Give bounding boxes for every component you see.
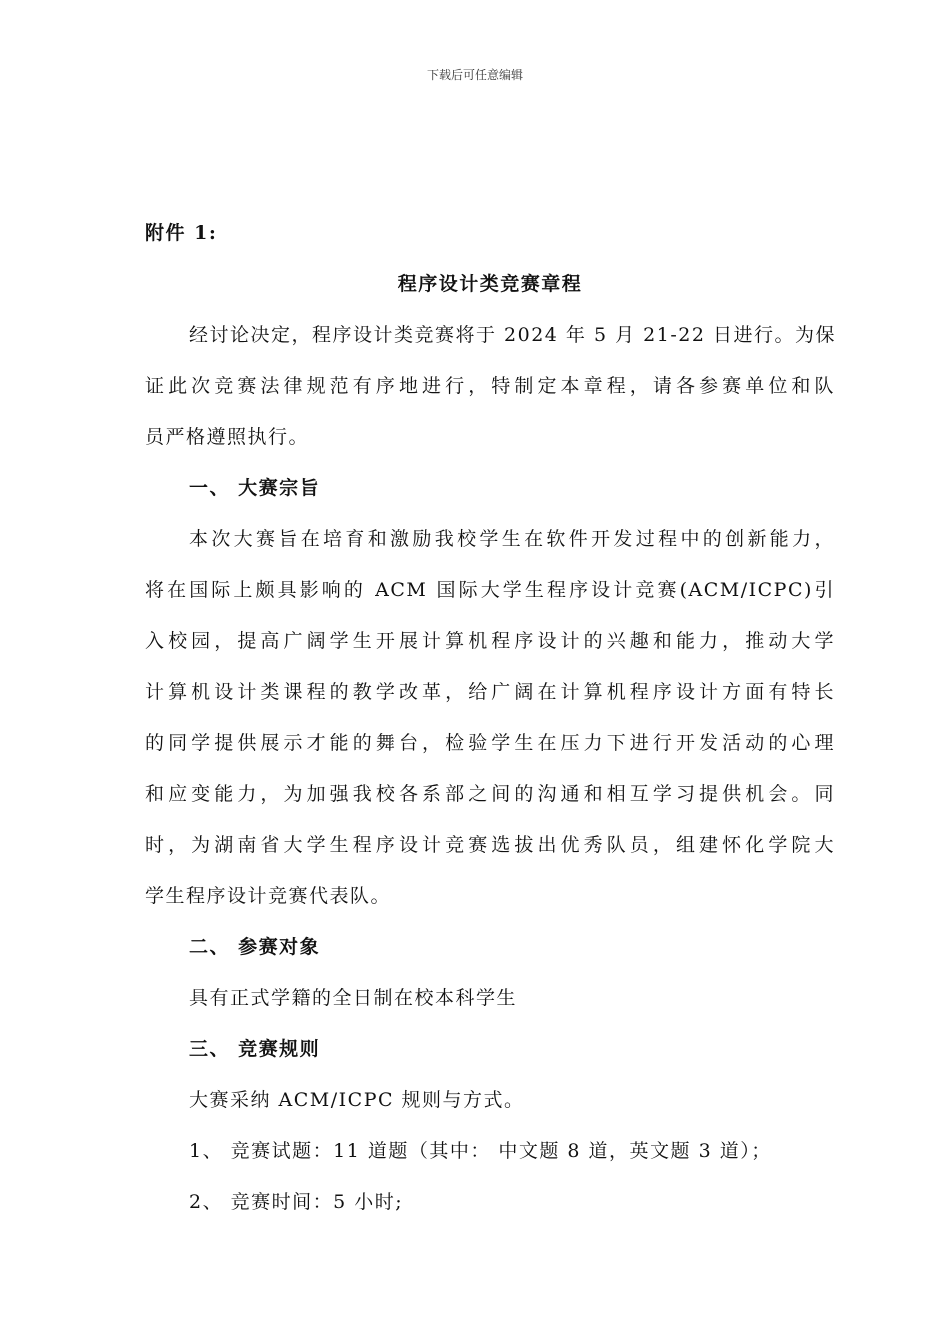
section1-line: 时，为湖南省大学生程序设计竞赛选拔出优秀队员，组建怀化学院大 [145,834,835,856]
section2-text: 具有正式学籍的全日制在校本科学生 [189,987,518,1009]
section3-heading: 三、 竞赛规则 [189,1038,321,1060]
page-header-note: 下载后可任意编辑 [426,68,523,82]
section2-heading: 二、 参赛对象 [189,936,321,958]
section1-paragraph [145,514,835,922]
attachment-label: 附件 1: [145,222,218,244]
section1-line: 计算机设计类课程的教学改革，给广阔在计算机程序设计方面有特长 [145,681,835,703]
intro-line: 员严格遵照执行。 [145,426,310,448]
section3-intro: 大赛采纳 ACM/ICPC 规则与方式。 [189,1089,525,1111]
rule-item: 1、 竞赛试题：11 道题（其中： 中文题 8 道，英文题 3 道）； [189,1140,772,1162]
document-title: 程序设计类竞赛章程 [397,273,583,295]
section1-line: 入校园，提高广阔学生开展计算机程序设计的兴趣和能力，推动大学 [145,630,835,652]
section1-line: 将在国际上颇具影响的 ACM 国际大学生程序设计竞赛(ACM/ICPC)引 [145,579,835,601]
section1-line: 本次大赛旨在培育和激励我校学生在软件开发过程中的创新能力， [189,528,835,550]
section1-line: 和应变能力，为加强我校各系部之间的沟通和相互学习提供机会。同 [145,783,835,805]
rule-item: 2、 竞赛时间：5 小时; [189,1191,404,1213]
intro-line: 经讨论决定，程序设计类竞赛将于 2024 年 5 月 21-22 日进行。为保 [189,324,836,346]
section1-line: 学生程序设计竞赛代表队。 [145,885,392,907]
section1-line: 的同学提供展示才能的舞台，检验学生在压力下进行开发活动的心理 [145,732,835,754]
intro-paragraph [145,310,835,463]
section1-heading: 一、 大赛宗旨 [189,477,321,499]
document-body [145,208,835,1228]
intro-line: 证此次竞赛法律规范有序地进行，特制定本章程，请各参赛单位和队 [145,375,835,397]
